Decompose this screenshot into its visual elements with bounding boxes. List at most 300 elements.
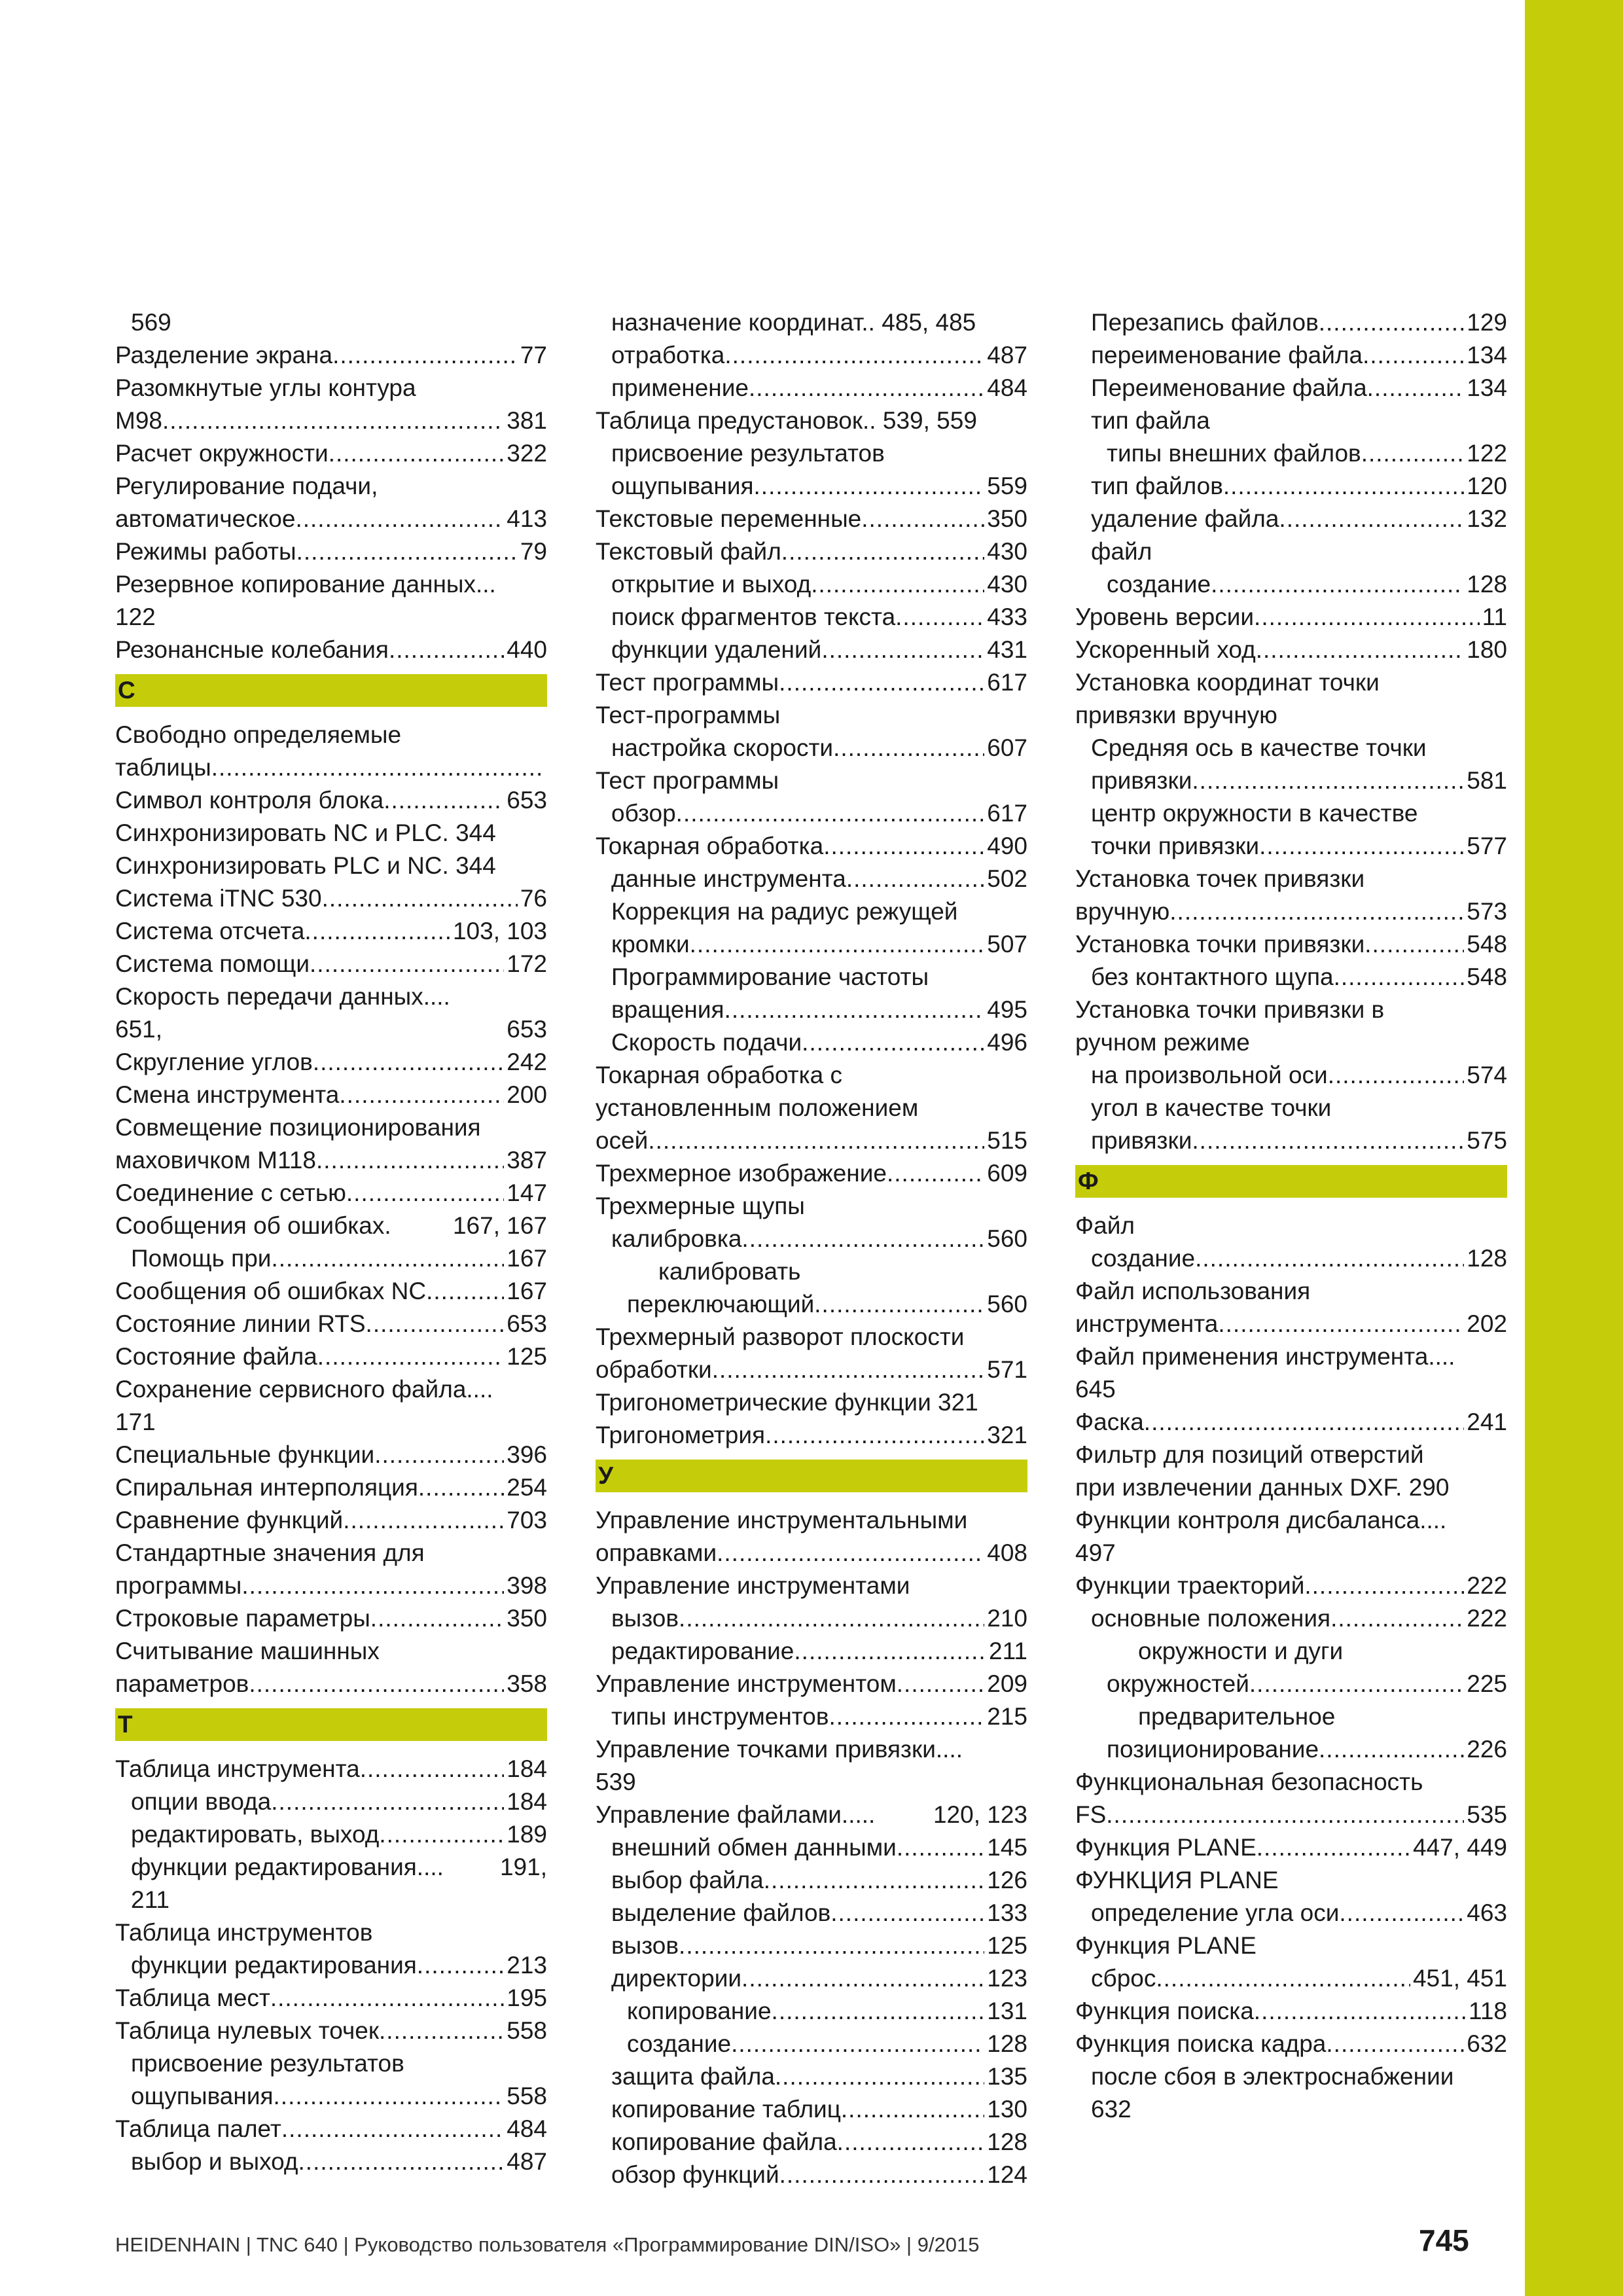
index-entry bbox=[596, 535, 1027, 568]
leader-dots bbox=[389, 634, 504, 666]
index-entry bbox=[115, 1439, 547, 1471]
index-entry bbox=[1075, 1275, 1507, 1308]
index-entry-page: 413 bbox=[507, 505, 547, 532]
index-entry-term: окружности и дуги bbox=[1138, 1638, 1344, 1664]
index-entry-term: Сохранение сервисного файла.... bbox=[115, 1376, 493, 1403]
leader-dots bbox=[366, 1308, 505, 1340]
index-entry-page: 241 bbox=[1467, 1408, 1507, 1435]
index-entry-term: Токарная обработка bbox=[596, 833, 824, 859]
index-entry-page: 184 bbox=[507, 1755, 547, 1782]
index-entry-page: 126 bbox=[987, 1867, 1027, 1893]
index-entry-page: 484 bbox=[507, 2115, 547, 2142]
leader-dots bbox=[1156, 1962, 1410, 1995]
index-entry-page: 496 bbox=[987, 1029, 1027, 1056]
index-entry-term: Таблица предустановок.. 539, 559 bbox=[596, 407, 977, 434]
index-entry-term: Функция поиска bbox=[1075, 1998, 1254, 2024]
index-entry-page: 560 bbox=[987, 1291, 1027, 1318]
index-entry bbox=[596, 1059, 1027, 1092]
index-entry-term: Установка точек привязки bbox=[1075, 865, 1365, 892]
index-entry bbox=[115, 1753, 547, 1785]
index-entry-term: Состояние файла bbox=[115, 1343, 317, 1370]
index-entry-page: 133 bbox=[987, 1899, 1027, 1926]
index-entry bbox=[596, 1504, 1027, 1537]
index-entry-page: 211 bbox=[989, 1638, 1027, 1664]
index-entry-page: 515 bbox=[987, 1127, 1027, 1154]
index-entry bbox=[596, 1190, 1027, 1223]
leader-dots bbox=[1328, 1059, 1465, 1092]
index-entry bbox=[115, 470, 547, 503]
index-entry bbox=[115, 817, 547, 850]
index-entry-term: Скругление углов bbox=[115, 1049, 313, 1075]
leader-dots bbox=[1192, 1124, 1464, 1157]
index-entry-term: Сравнение функций bbox=[115, 1507, 344, 1534]
index-entry-page: 125 bbox=[507, 1343, 547, 1370]
index-entry-page: 558 bbox=[507, 2017, 547, 2044]
index-entry bbox=[596, 601, 1027, 634]
index-entry bbox=[115, 2145, 547, 2178]
index-entry-term: Режимы работы bbox=[115, 538, 296, 565]
index-entry-term: Тригонометрия bbox=[596, 1422, 766, 1448]
index-entry bbox=[115, 751, 547, 784]
leader-dots bbox=[1279, 503, 1464, 535]
index-entry-term: Функции траекторий bbox=[1075, 1572, 1305, 1599]
index-entry-page: 222 bbox=[1467, 1605, 1507, 1632]
index-entry-term: назначение координат.. 485, 485 bbox=[611, 309, 976, 336]
index-entry bbox=[596, 1733, 1027, 1766]
index-entry bbox=[596, 1700, 1027, 1733]
index-entry-term: Таблица инструмента bbox=[115, 1755, 360, 1782]
leader-dots bbox=[296, 535, 518, 568]
index-entry-page: 129 bbox=[1467, 309, 1507, 336]
index-entry bbox=[115, 1013, 547, 1046]
leader-dots bbox=[370, 1602, 504, 1635]
index-entry-term: Тест программы bbox=[596, 767, 779, 794]
index-entry bbox=[1075, 994, 1507, 1026]
index-entry bbox=[115, 568, 547, 601]
index-entry-page: 607 bbox=[987, 734, 1027, 761]
leader-dots bbox=[418, 1471, 504, 1504]
index-entry-page: 145 bbox=[987, 1834, 1027, 1861]
index-entry-term: выделение файлов bbox=[611, 1899, 831, 1926]
index-entry-term: Тест программы bbox=[596, 669, 779, 696]
index-entry-term: редактирование bbox=[611, 1638, 794, 1664]
index-entry-page: 430 bbox=[987, 538, 1027, 565]
index-entry-term: при извлечении данных DXF. 290 bbox=[1075, 1474, 1450, 1501]
index-entry-page: 487 bbox=[987, 342, 1027, 368]
leader-dots bbox=[295, 503, 504, 535]
index-entry bbox=[115, 404, 547, 437]
index-entry-page: 484 bbox=[987, 374, 1027, 401]
index-entry-term: осей bbox=[596, 1127, 649, 1154]
index-entry bbox=[115, 1373, 547, 1406]
index-entry bbox=[1075, 1059, 1507, 1092]
index-entry-term: 645 bbox=[1075, 1376, 1116, 1403]
index-entry bbox=[596, 1570, 1027, 1602]
leader-dots bbox=[1195, 1242, 1464, 1275]
leader-dots bbox=[895, 601, 984, 634]
index-entry-page: 574 bbox=[1467, 1062, 1507, 1088]
index-entry-term: 651, bbox=[115, 1016, 163, 1043]
index-entry-page: 431 bbox=[987, 636, 1027, 663]
index-entry bbox=[115, 1144, 547, 1177]
index-entry bbox=[596, 404, 1027, 437]
index-entry-page: 191, bbox=[499, 1854, 547, 1880]
index-entry-term: Спиральная интерполяция bbox=[115, 1474, 418, 1501]
leader-dots bbox=[1361, 437, 1465, 470]
index-entry-term: вызов bbox=[611, 1932, 679, 1959]
index-entry-page: 200 bbox=[507, 1081, 547, 1108]
index-entry-term: 632 bbox=[1091, 2096, 1132, 2123]
index-entry bbox=[1075, 1766, 1507, 1799]
leader-dots bbox=[764, 1864, 985, 1897]
leader-dots bbox=[837, 2126, 985, 2159]
index-entry bbox=[115, 882, 547, 915]
index-entry-term: Смена инструмента bbox=[115, 1081, 340, 1108]
index-entry-page: 653 bbox=[507, 1310, 547, 1337]
index-entry bbox=[1075, 2093, 1507, 2126]
leader-dots bbox=[1249, 1668, 1464, 1700]
index-entry-term: Управление точками привязки.... bbox=[596, 1736, 963, 1763]
index-entry bbox=[596, 306, 1027, 339]
index-entry-term: окружностей bbox=[1107, 1670, 1249, 1697]
leader-dots bbox=[1254, 1995, 1466, 2028]
index-entry-page: 396 bbox=[507, 1441, 547, 1468]
index-entry-page: 125 bbox=[987, 1932, 1027, 1959]
leader-dots bbox=[1218, 1308, 1464, 1340]
index-entry-page: 120, 123 bbox=[933, 1801, 1027, 1828]
index-entry-page: 350 bbox=[987, 505, 1027, 532]
index-entry-page: 387 bbox=[507, 1147, 547, 1174]
index-entry-term: Таблица инструментов bbox=[115, 1919, 373, 1946]
index-entry-page: 122 bbox=[1467, 440, 1507, 467]
leader-dots bbox=[304, 915, 450, 948]
index-entry bbox=[596, 1799, 1027, 1831]
index-entry bbox=[596, 2093, 1027, 2126]
index-entry bbox=[596, 2159, 1027, 2191]
index-entry-term: Расчет окружности bbox=[115, 440, 329, 467]
index-entry-page: 632 bbox=[1467, 2030, 1507, 2057]
index-entry-term: калибровка bbox=[611, 1225, 742, 1252]
index-entry bbox=[1075, 1092, 1507, 1124]
leader-dots bbox=[1106, 1799, 1464, 1831]
index-entry bbox=[115, 306, 547, 339]
index-entry bbox=[1075, 1635, 1507, 1668]
index-entry-term: настройка скорости bbox=[611, 734, 834, 761]
index-entry bbox=[1075, 1831, 1507, 1864]
index-entry bbox=[596, 1995, 1027, 2028]
index-entry bbox=[1075, 1668, 1507, 1700]
index-entry-term: Резервное копирование данных... bbox=[115, 571, 496, 598]
leader-dots bbox=[346, 1177, 504, 1210]
index-entry bbox=[596, 1288, 1027, 1321]
index-entry-term: удаление файла bbox=[1091, 505, 1279, 532]
leader-dots bbox=[765, 1419, 984, 1452]
index-entry bbox=[115, 980, 547, 1013]
index-entry-page: 322 bbox=[507, 440, 547, 467]
index-entry bbox=[1075, 470, 1507, 503]
index-entry bbox=[115, 1406, 547, 1439]
index-entry-page: 490 bbox=[987, 833, 1027, 859]
index-entry-page: 222 bbox=[1467, 1572, 1507, 1599]
index-entry-term: Фильтр для позиций отверстий bbox=[1075, 1441, 1424, 1468]
index-entry-page: 617 bbox=[987, 800, 1027, 827]
index-entry bbox=[1075, 1026, 1507, 1059]
index-entry-page: 507 bbox=[987, 931, 1027, 958]
index-entry-page: 430 bbox=[987, 571, 1027, 598]
leader-dots bbox=[374, 1439, 504, 1471]
index-entry-term: тип файлов bbox=[1091, 473, 1223, 499]
index-entry bbox=[596, 895, 1027, 928]
index-entry bbox=[596, 437, 1027, 470]
index-entry bbox=[1075, 339, 1507, 372]
leader-dots bbox=[322, 882, 518, 915]
index-entry bbox=[1075, 928, 1507, 961]
index-entry bbox=[596, 1831, 1027, 1864]
index-entry-page: 617 bbox=[987, 669, 1027, 696]
leader-dots bbox=[343, 1504, 504, 1537]
index-entry-term: Скорость подачи bbox=[611, 1029, 802, 1056]
leader-dots bbox=[897, 1831, 984, 1864]
index-entry-page: 381 bbox=[507, 407, 547, 434]
leader-dots bbox=[1319, 306, 1465, 339]
index-entry bbox=[115, 948, 547, 980]
index-entry-page: 189 bbox=[507, 1821, 547, 1848]
leader-dots bbox=[861, 503, 984, 535]
leader-dots bbox=[1169, 895, 1464, 928]
index-entry-page: 573 bbox=[1467, 898, 1507, 925]
index-entry bbox=[596, 503, 1027, 535]
leader-dots bbox=[779, 666, 984, 699]
index-entry-page: 184 bbox=[507, 1788, 547, 1815]
index-entry-term: автоматическое bbox=[115, 505, 296, 532]
index-entry-term: ручном режиме bbox=[1075, 1029, 1250, 1056]
index-entry-page: 167 bbox=[507, 1278, 547, 1304]
index-entry-term: 171 bbox=[115, 1408, 156, 1435]
index-entry-term: без контактного щупа bbox=[1091, 963, 1334, 990]
index-entry-page: 408 bbox=[987, 1539, 1027, 1566]
leader-dots bbox=[271, 1785, 504, 1818]
index-entry bbox=[596, 1026, 1027, 1059]
leader-dots bbox=[1334, 961, 1465, 994]
leader-dots bbox=[249, 1668, 504, 1700]
index-entry bbox=[596, 2028, 1027, 2060]
index-entry-term: точки привязки bbox=[1091, 833, 1260, 859]
index-entry bbox=[596, 699, 1027, 732]
leader-dots bbox=[316, 1144, 504, 1177]
index-entry-term: калибровать bbox=[658, 1258, 801, 1285]
index-entry bbox=[1075, 1602, 1507, 1635]
index-entry-page: 215 bbox=[987, 1703, 1027, 1730]
index-entry-term: Таблица мест bbox=[115, 1984, 270, 2011]
index-entry-page: 558 bbox=[507, 2083, 547, 2109]
index-entry-term: 569 bbox=[131, 309, 171, 336]
index-entry-page: 134 bbox=[1467, 342, 1507, 368]
index-entry-term: центр окружности в качестве bbox=[1091, 800, 1418, 827]
index-entry-term: создание bbox=[1107, 571, 1211, 598]
index-entry-page: 167, 167 bbox=[452, 1212, 547, 1239]
leader-dots bbox=[360, 1753, 505, 1785]
index-entry bbox=[596, 1092, 1027, 1124]
index-entry-term: Система помощи bbox=[115, 950, 310, 977]
index-entry bbox=[1075, 1864, 1507, 1897]
index-entry-page: 535 bbox=[1467, 1801, 1507, 1828]
index-entry-term: создание bbox=[1091, 1245, 1196, 1272]
index-entry-page: 128 bbox=[1467, 1245, 1507, 1272]
index-entry-term: 211 bbox=[131, 1886, 169, 1913]
index-entry-page: 548 bbox=[1467, 963, 1507, 990]
index-entry-term: сброс bbox=[1091, 1965, 1156, 1992]
index-entry-page: 225 bbox=[1467, 1670, 1507, 1697]
leader-dots bbox=[875, 1799, 931, 1831]
index-entry-page: 209 bbox=[987, 1670, 1027, 1697]
index-entry-term: Текстовые переменные bbox=[596, 505, 862, 532]
leader-dots bbox=[1367, 372, 1465, 404]
index-entry-term: Трехмерное изображение bbox=[596, 1160, 887, 1187]
leader-dots bbox=[679, 1602, 984, 1635]
index-entry-term: Программирование частоты bbox=[611, 963, 929, 990]
index-entry-term: ощупывания bbox=[611, 473, 754, 499]
index-entry-term: позиционирование bbox=[1107, 1736, 1319, 1763]
index-entry-page: 167 bbox=[507, 1245, 547, 1272]
index-entry bbox=[596, 470, 1027, 503]
index-entry bbox=[596, 634, 1027, 666]
index-entry-term: обработки bbox=[596, 1356, 712, 1383]
index-entry-term: Токарная обработка с bbox=[596, 1062, 842, 1088]
index-entry-page: 120 bbox=[1467, 473, 1507, 499]
index-entry-term: установленным положением bbox=[596, 1094, 919, 1121]
leader-dots bbox=[717, 1537, 984, 1570]
index-entry-term: файл bbox=[1091, 538, 1152, 565]
leader-dots bbox=[829, 1700, 985, 1733]
index-entry-term: Сообщения об ошибках. bbox=[115, 1212, 391, 1239]
index-entry-term: Скорость передачи данных.... bbox=[115, 983, 450, 1010]
index-entry bbox=[1075, 1242, 1507, 1275]
index-entry bbox=[1075, 1733, 1507, 1766]
leader-dots bbox=[1364, 928, 1464, 961]
index-entry bbox=[115, 1046, 547, 1079]
index-entry bbox=[596, 1668, 1027, 1700]
index-entry-page: 128 bbox=[1467, 571, 1507, 598]
index-entry-page: 463 bbox=[1467, 1899, 1507, 1926]
index-entry-term: после сбоя в электроснабжении bbox=[1091, 2063, 1454, 2090]
leader-dots bbox=[417, 1949, 504, 1982]
index-entry bbox=[1075, 1700, 1507, 1733]
index-entry-term: 122 bbox=[115, 603, 156, 630]
index-entry bbox=[115, 1210, 547, 1242]
leader-dots bbox=[749, 372, 984, 404]
index-entry-term: применение bbox=[611, 374, 749, 401]
leader-dots bbox=[270, 1982, 504, 2015]
index-entry-term: функции редактирования.... bbox=[131, 1854, 444, 1880]
index-entry-term: Специальные функции bbox=[115, 1441, 375, 1468]
index-entry bbox=[115, 2015, 547, 2047]
index-entry bbox=[596, 1962, 1027, 1995]
index-entry bbox=[1075, 503, 1507, 535]
leader-dots bbox=[814, 1288, 984, 1321]
leader-dots bbox=[794, 1635, 986, 1668]
index-entry-page: 440 bbox=[507, 636, 547, 663]
index-entry-page: 560 bbox=[987, 1225, 1027, 1252]
index-entry bbox=[596, 961, 1027, 994]
index-entry bbox=[596, 1635, 1027, 1668]
index-entry-page: 118 bbox=[1469, 1998, 1507, 2024]
index-entry bbox=[115, 1884, 547, 1916]
index-entry-page: 123 bbox=[987, 1965, 1027, 1992]
index-entry-page: 202 bbox=[1467, 1310, 1507, 1337]
index-entry-term: типы инструментов bbox=[611, 1703, 829, 1730]
index-entry-term: Разделение экрана bbox=[115, 342, 333, 368]
leader-dots bbox=[379, 2015, 504, 2047]
index-entry-term: обзор bbox=[611, 800, 676, 827]
index-entry bbox=[1075, 863, 1507, 895]
leader-dots bbox=[1363, 339, 1464, 372]
index-entry-page: 128 bbox=[987, 2128, 1027, 2155]
index-entry bbox=[596, 1386, 1027, 1419]
index-entry bbox=[1075, 2060, 1507, 2093]
index-entry-term: выбор файла bbox=[611, 1867, 764, 1893]
leader-dots bbox=[1304, 1570, 1464, 1602]
index-entry-term: Таблица палет bbox=[115, 2115, 281, 2142]
index-entry-term: Таблица нулевых точек bbox=[115, 2017, 380, 2044]
leader-dots bbox=[332, 339, 518, 372]
index-entry-term: Функция PLANE bbox=[1075, 1834, 1257, 1861]
index-entry bbox=[596, 928, 1027, 961]
index-entry bbox=[1075, 1897, 1507, 1929]
index-entry bbox=[596, 2060, 1027, 2093]
index-entry bbox=[115, 915, 547, 948]
index-entry-term: Тест-программы bbox=[596, 702, 781, 728]
index-entry-term: Трехмерные щупы bbox=[596, 1193, 805, 1219]
index-entry-page: 226 bbox=[1467, 1736, 1507, 1763]
index-entry-term: переименование файла bbox=[1091, 342, 1363, 368]
leader-dots bbox=[802, 1026, 984, 1059]
index-entry-term: оправками bbox=[596, 1539, 717, 1566]
index-entry-page: 358 bbox=[507, 1670, 547, 1697]
index-entry-page: 210 bbox=[987, 1605, 1027, 1632]
index-entry-term: программы bbox=[115, 1572, 242, 1599]
index-entry-term: Управление инструментом bbox=[596, 1670, 897, 1697]
index-entry bbox=[596, 1354, 1027, 1386]
index-entry bbox=[1075, 1308, 1507, 1340]
index-entry bbox=[115, 1602, 547, 1635]
index-entry bbox=[115, 1851, 547, 1884]
index-entry-term: Коррекция на радиус режущей bbox=[611, 898, 958, 925]
index-entry bbox=[596, 1602, 1027, 1635]
index-entry-term: Текстовый файл bbox=[596, 538, 781, 565]
leader-dots bbox=[211, 751, 544, 784]
index-entry-page: 254 bbox=[507, 1474, 547, 1501]
index-entry-term: Файл использования bbox=[1075, 1278, 1311, 1304]
index-entry-term: M98 bbox=[115, 407, 162, 434]
leader-dots bbox=[887, 1157, 984, 1190]
leader-dots bbox=[426, 1275, 504, 1308]
index-entry bbox=[1075, 1504, 1507, 1537]
index-entry-page: 147 bbox=[507, 1179, 547, 1206]
index-entry-term: параметров bbox=[115, 1670, 249, 1697]
index-entry-page: 103, 103 bbox=[452, 918, 547, 944]
index-entry bbox=[596, 339, 1027, 372]
index-entry-term: Файл bbox=[1075, 1212, 1135, 1239]
leader-dots bbox=[317, 1340, 505, 1373]
leader-dots bbox=[731, 2028, 984, 2060]
index-entry-term: Функция PLANE bbox=[1075, 1932, 1257, 1959]
leader-dots bbox=[444, 1851, 497, 1884]
leader-dots bbox=[339, 1079, 504, 1111]
index-entry-term: функции удалений bbox=[611, 636, 822, 663]
index-entry bbox=[115, 850, 547, 882]
index-entry-term: Уровень версии bbox=[1075, 603, 1255, 630]
index-letter-header: У bbox=[596, 1460, 1027, 1492]
